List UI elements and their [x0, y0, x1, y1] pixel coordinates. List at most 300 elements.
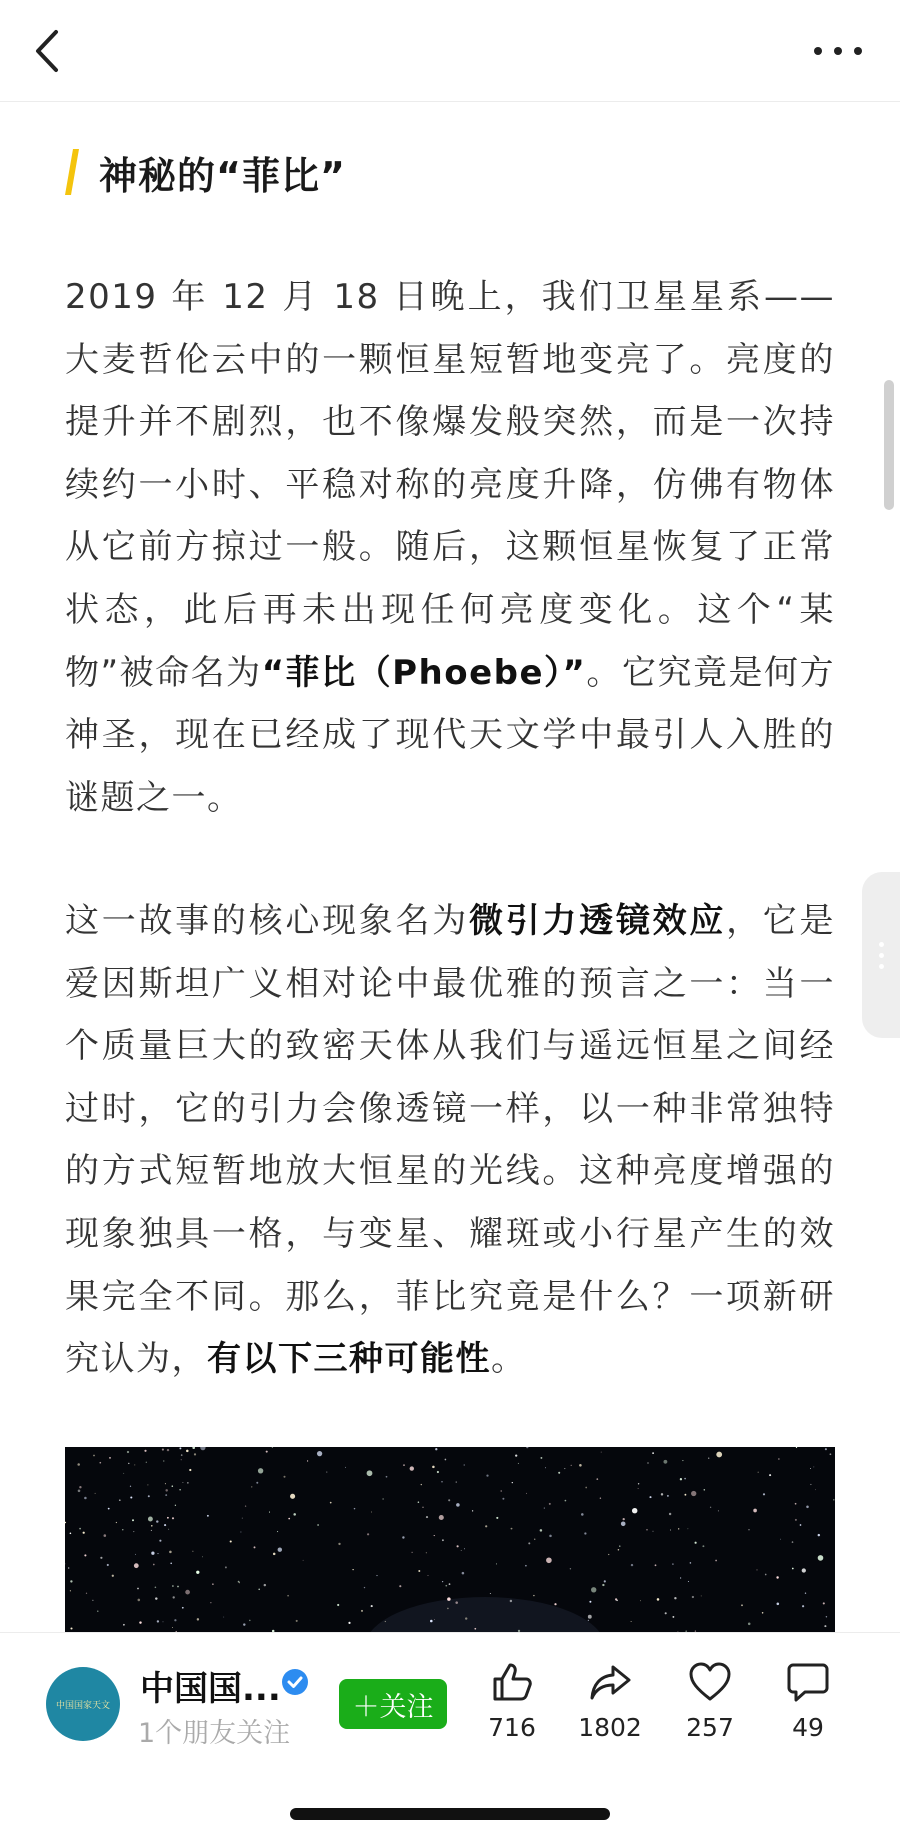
star	[418, 1570, 420, 1572]
star	[192, 1447, 195, 1449]
star	[826, 1616, 827, 1617]
slash-accent-icon	[65, 149, 79, 195]
star	[670, 1530, 671, 1531]
star	[147, 1484, 148, 1485]
star	[584, 1532, 586, 1534]
star	[107, 1564, 109, 1566]
star	[818, 1534, 820, 1536]
star	[455, 1601, 458, 1604]
star	[421, 1484, 422, 1485]
star	[210, 1602, 211, 1603]
star	[825, 1448, 827, 1450]
star	[242, 1518, 243, 1519]
star	[655, 1564, 657, 1566]
star	[570, 1568, 571, 1569]
star	[264, 1584, 266, 1586]
more-horizontal-icon	[814, 47, 822, 55]
scrollbar-thumb[interactable]	[884, 380, 894, 510]
star	[591, 1587, 596, 1592]
comment-icon	[785, 1659, 831, 1705]
star	[307, 1460, 308, 1461]
star	[95, 1493, 96, 1494]
star	[148, 1517, 153, 1522]
star	[403, 1464, 405, 1466]
star	[833, 1499, 835, 1501]
star	[540, 1529, 543, 1532]
star	[456, 1503, 460, 1507]
star	[496, 1517, 498, 1519]
star	[139, 1621, 141, 1623]
star	[116, 1522, 117, 1523]
star	[692, 1596, 694, 1598]
star	[647, 1462, 648, 1463]
star	[138, 1599, 141, 1602]
section-heading	[65, 142, 346, 202]
star	[818, 1555, 824, 1561]
heart-icon	[687, 1659, 733, 1705]
star	[123, 1473, 124, 1474]
star	[256, 1482, 258, 1484]
star	[682, 1460, 683, 1461]
more-options-button[interactable]	[808, 34, 868, 68]
star	[181, 1454, 183, 1456]
star	[447, 1608, 449, 1610]
star	[192, 1551, 193, 1552]
star	[165, 1489, 167, 1491]
star	[172, 1485, 174, 1487]
starfield-image[interactable]	[65, 1447, 835, 1632]
star	[638, 1488, 639, 1489]
star	[581, 1513, 584, 1516]
star	[273, 1553, 276, 1556]
star	[151, 1530, 152, 1531]
star	[134, 1563, 139, 1568]
star	[179, 1447, 181, 1449]
star	[148, 1495, 150, 1497]
star	[164, 1524, 166, 1526]
star	[631, 1564, 633, 1566]
star	[243, 1623, 245, 1625]
star	[571, 1465, 572, 1466]
star	[168, 1529, 169, 1530]
handle-dot	[879, 942, 884, 947]
star	[528, 1542, 530, 1544]
star	[200, 1447, 205, 1450]
star	[382, 1498, 383, 1499]
star	[254, 1546, 256, 1548]
star	[93, 1455, 95, 1457]
star	[189, 1469, 191, 1471]
starfield-picture	[65, 1447, 835, 1632]
home-indicator[interactable]	[290, 1808, 610, 1820]
side-drawer-handle[interactable]	[862, 872, 900, 1038]
avatar-logo-text: 中国国家天文	[55, 1700, 110, 1711]
star	[805, 1593, 806, 1594]
star	[448, 1499, 450, 1501]
top-nav-bar	[0, 0, 900, 102]
star	[792, 1541, 794, 1543]
star	[525, 1565, 527, 1567]
star	[534, 1539, 535, 1540]
star	[135, 1554, 136, 1555]
nebula-glow	[365, 1597, 605, 1632]
star	[119, 1499, 121, 1501]
star	[240, 1531, 241, 1532]
star	[137, 1588, 139, 1590]
star	[792, 1568, 794, 1570]
star	[78, 1490, 81, 1493]
star	[718, 1510, 719, 1511]
star	[442, 1581, 443, 1582]
star	[402, 1536, 404, 1538]
star	[290, 1494, 295, 1499]
star	[640, 1600, 641, 1601]
star	[442, 1539, 444, 1541]
star	[123, 1624, 125, 1626]
star	[652, 1452, 654, 1454]
star	[245, 1505, 246, 1506]
star	[600, 1497, 601, 1498]
star	[515, 1454, 517, 1456]
star	[434, 1535, 435, 1536]
star	[510, 1600, 512, 1602]
star	[601, 1452, 602, 1453]
article-paragraph-2	[65, 890, 835, 1391]
star	[177, 1586, 179, 1588]
star	[763, 1493, 765, 1495]
star	[708, 1458, 709, 1459]
star	[175, 1505, 176, 1506]
star	[549, 1535, 552, 1538]
star	[596, 1478, 598, 1480]
star	[518, 1463, 519, 1464]
star	[207, 1515, 209, 1517]
star	[182, 1482, 183, 1483]
star	[172, 1585, 174, 1587]
star	[604, 1580, 606, 1582]
favorite-count: 257	[686, 1713, 734, 1742]
star	[486, 1474, 488, 1476]
star	[646, 1529, 648, 1531]
star	[287, 1595, 289, 1597]
star	[672, 1563, 674, 1565]
star	[748, 1623, 751, 1626]
paragraph-bold-text: 有以下三种可能性	[207, 1339, 491, 1380]
star	[621, 1522, 626, 1527]
star	[501, 1490, 502, 1491]
star	[367, 1470, 373, 1476]
star	[623, 1518, 625, 1520]
star	[430, 1620, 433, 1623]
article-body	[65, 102, 835, 1632]
star	[65, 1522, 66, 1523]
star	[385, 1621, 386, 1622]
star	[439, 1515, 444, 1520]
star	[326, 1472, 327, 1473]
star	[182, 1607, 184, 1609]
star	[802, 1605, 804, 1607]
star	[485, 1525, 487, 1527]
star	[134, 1464, 135, 1465]
star	[638, 1483, 639, 1484]
star	[546, 1557, 552, 1563]
star	[762, 1612, 764, 1614]
star	[680, 1478, 682, 1480]
star	[815, 1489, 816, 1490]
star	[337, 1604, 339, 1606]
star	[830, 1453, 832, 1455]
star	[695, 1542, 697, 1544]
star	[197, 1618, 199, 1620]
star	[558, 1472, 560, 1474]
star	[194, 1453, 196, 1455]
star	[667, 1495, 669, 1497]
star	[688, 1581, 689, 1582]
star	[156, 1520, 158, 1522]
star	[70, 1533, 72, 1535]
star	[169, 1551, 172, 1554]
star	[266, 1451, 268, 1453]
star	[317, 1524, 319, 1526]
star	[432, 1466, 435, 1469]
star	[386, 1476, 388, 1478]
star	[716, 1452, 722, 1458]
star	[441, 1481, 442, 1482]
star	[669, 1513, 671, 1515]
star	[371, 1605, 373, 1607]
paragraph-bold-text: 微引力透镜效应	[468, 901, 727, 941]
star	[710, 1507, 711, 1508]
star	[167, 1449, 169, 1451]
star	[445, 1585, 447, 1587]
star	[688, 1528, 689, 1529]
star	[317, 1451, 322, 1456]
star	[715, 1560, 717, 1562]
account-avatar[interactable]	[46, 1667, 120, 1741]
star	[589, 1601, 591, 1603]
star	[684, 1478, 686, 1480]
star	[338, 1543, 340, 1545]
star	[615, 1598, 617, 1600]
star	[84, 1497, 87, 1500]
star	[608, 1554, 609, 1555]
star	[445, 1459, 447, 1461]
star	[371, 1512, 372, 1513]
star	[196, 1571, 199, 1574]
star	[464, 1548, 465, 1549]
star	[269, 1512, 270, 1513]
star	[230, 1540, 232, 1542]
star	[741, 1604, 743, 1606]
star	[511, 1528, 513, 1530]
star	[545, 1467, 546, 1468]
star	[544, 1508, 545, 1509]
star	[776, 1576, 778, 1578]
star	[127, 1451, 129, 1453]
star	[77, 1463, 80, 1466]
star	[330, 1502, 332, 1504]
star	[795, 1519, 797, 1521]
star	[100, 1557, 102, 1559]
star	[144, 1450, 146, 1452]
star	[680, 1577, 681, 1578]
star	[173, 1596, 175, 1598]
star	[780, 1539, 781, 1540]
star	[155, 1597, 157, 1599]
handle-dot	[879, 953, 884, 958]
handle-dot	[879, 964, 884, 969]
star	[238, 1581, 240, 1583]
star	[758, 1472, 759, 1473]
star	[283, 1476, 285, 1478]
star	[159, 1540, 161, 1542]
star	[474, 1628, 476, 1630]
star	[132, 1519, 134, 1521]
star	[155, 1587, 157, 1589]
account-name[interactable]: 中国国...	[140, 1669, 281, 1709]
star	[293, 1513, 296, 1516]
star	[186, 1450, 189, 1453]
star	[418, 1501, 420, 1503]
star	[748, 1529, 749, 1530]
star	[361, 1610, 363, 1612]
star	[618, 1549, 620, 1551]
star	[777, 1603, 780, 1606]
follow-button[interactable]: ＋关注	[339, 1679, 447, 1729]
star	[757, 1569, 758, 1570]
star	[296, 1620, 298, 1622]
star	[672, 1616, 674, 1618]
star	[104, 1534, 107, 1537]
star	[769, 1474, 771, 1476]
star	[619, 1545, 620, 1546]
comment-count: 49	[792, 1713, 824, 1742]
like-count: 716	[488, 1713, 536, 1742]
star	[778, 1458, 779, 1459]
star	[690, 1562, 692, 1564]
star	[765, 1574, 767, 1576]
star	[674, 1597, 676, 1599]
star	[165, 1494, 167, 1496]
favorite-button[interactable]	[660, 1659, 760, 1759]
star	[399, 1585, 401, 1587]
share-count: 1802	[578, 1713, 642, 1742]
star	[367, 1533, 369, 1535]
share-button[interactable]	[560, 1659, 660, 1759]
star	[813, 1466, 814, 1467]
star	[70, 1580, 72, 1582]
star	[258, 1589, 260, 1591]
star	[288, 1518, 290, 1520]
star	[632, 1508, 637, 1513]
star	[422, 1507, 423, 1508]
star	[223, 1617, 224, 1618]
star	[122, 1529, 123, 1530]
paragraph-bold-text: “菲比（Phoebe）”	[261, 652, 587, 693]
star	[376, 1575, 377, 1576]
star	[554, 1603, 556, 1605]
star	[456, 1482, 457, 1483]
star	[810, 1484, 811, 1485]
star	[447, 1597, 451, 1601]
star	[579, 1464, 582, 1467]
star	[533, 1595, 534, 1596]
star	[251, 1486, 252, 1487]
star	[278, 1547, 282, 1551]
star	[146, 1462, 147, 1463]
star	[172, 1517, 174, 1519]
star	[490, 1593, 491, 1594]
star	[588, 1620, 589, 1621]
star	[702, 1545, 704, 1547]
star	[352, 1569, 353, 1570]
star	[348, 1622, 350, 1624]
star	[212, 1583, 214, 1585]
star	[631, 1621, 632, 1622]
star	[303, 1560, 304, 1561]
star	[157, 1553, 158, 1554]
star	[410, 1466, 414, 1470]
star	[661, 1493, 663, 1495]
back-button[interactable]	[30, 26, 70, 76]
star	[691, 1491, 696, 1496]
star	[437, 1471, 439, 1473]
comment-button[interactable]	[758, 1659, 858, 1759]
star	[364, 1587, 365, 1588]
star	[130, 1496, 132, 1498]
star	[163, 1621, 164, 1622]
star	[133, 1531, 134, 1532]
star	[86, 1593, 87, 1594]
article-paragraph-1	[65, 266, 835, 829]
star	[99, 1462, 101, 1464]
star	[496, 1563, 497, 1564]
star	[249, 1620, 251, 1622]
star	[225, 1566, 227, 1568]
star	[462, 1572, 465, 1575]
star	[128, 1463, 129, 1464]
star	[526, 1447, 528, 1448]
star	[434, 1619, 435, 1620]
like-button[interactable]	[462, 1659, 562, 1759]
star	[684, 1494, 686, 1496]
star	[540, 1457, 542, 1459]
paragraph-text: 2019 年 12 月 18 日晚上，我们卫星星系——大麦哲伦云中的一颗恒星短暂地变亮了。亮度的提升并不剧烈，也不像爆发般突然，而是一次持续约一小时、平稳对称的亮度升降，仿佛有物体从它前方掠过一般。随后，这颗恒星恢复了正常状态，此后再未出现任何亮度变化。这个“某物”被命名为	[65, 277, 835, 693]
star	[502, 1498, 504, 1500]
star	[70, 1590, 71, 1591]
star	[457, 1545, 459, 1547]
star	[795, 1503, 797, 1505]
friends-following-count: 1个朋友关注	[138, 1718, 291, 1749]
star	[426, 1516, 428, 1518]
verified-badge-icon	[280, 1667, 310, 1697]
star	[810, 1468, 811, 1469]
star	[802, 1568, 806, 1572]
star	[565, 1500, 567, 1502]
more-dot	[834, 47, 842, 55]
star	[108, 1508, 110, 1510]
star	[109, 1457, 111, 1459]
star	[187, 1482, 188, 1483]
star	[112, 1575, 114, 1577]
star	[258, 1468, 263, 1473]
star	[796, 1447, 797, 1448]
star	[824, 1625, 826, 1627]
star	[753, 1509, 757, 1513]
star	[663, 1460, 667, 1464]
star	[97, 1611, 98, 1612]
star	[411, 1552, 412, 1553]
